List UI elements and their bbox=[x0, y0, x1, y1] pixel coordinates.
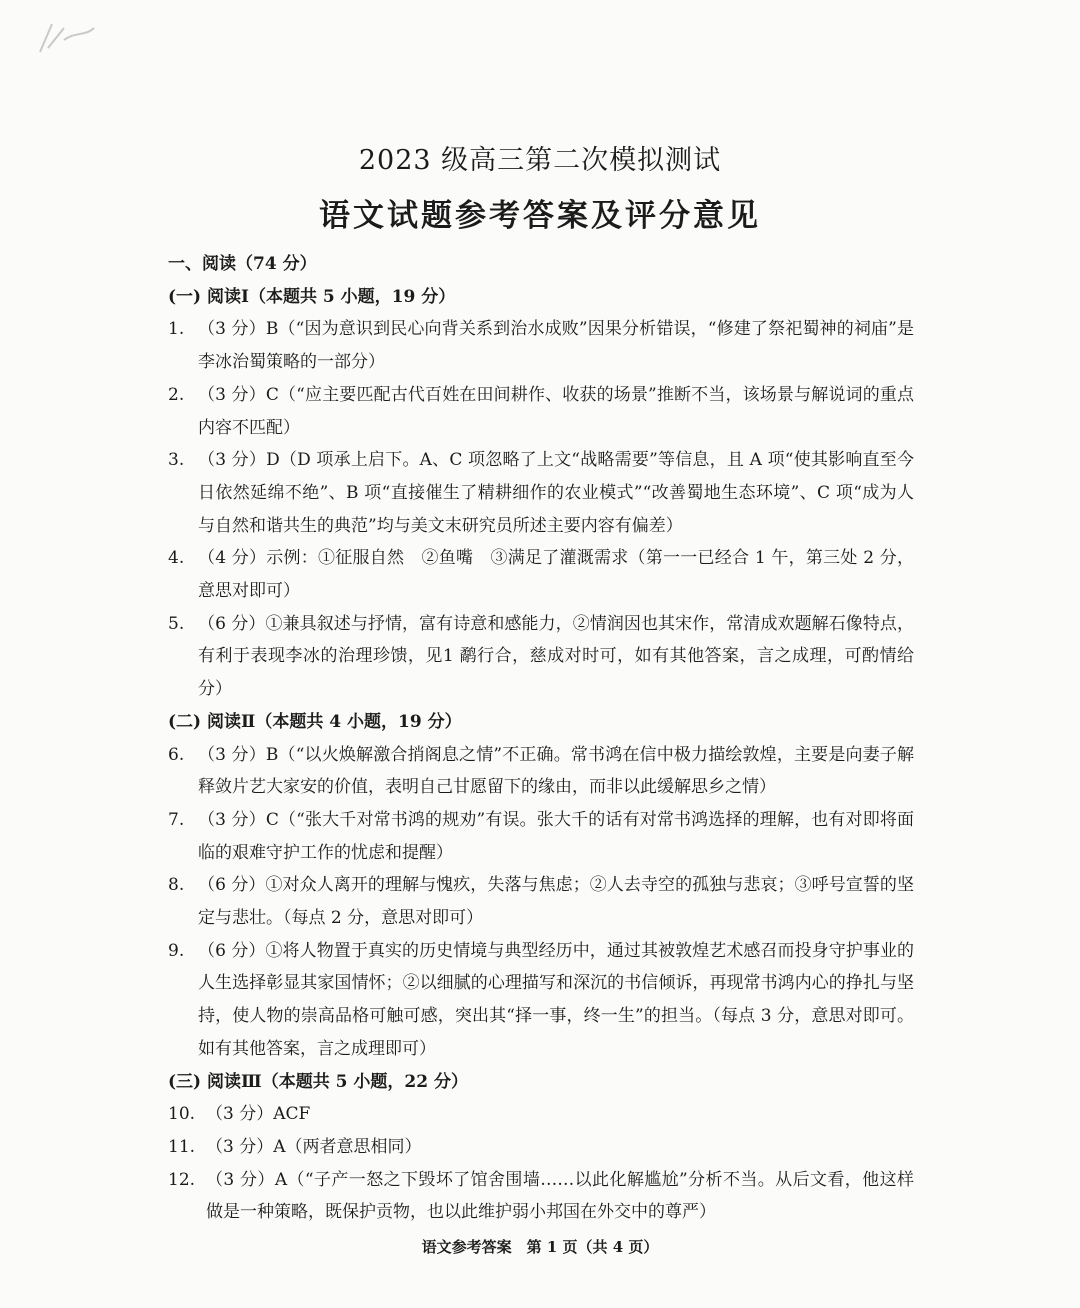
item-number: 9. bbox=[168, 940, 185, 961]
item-text: （6 分）①对众人离开的理解与愧疚，失落与焦虑；②人去寺空的孤独与悲哀；③呼号宣誓的坚定与悲壮。（每点 2 分，意思对即可） bbox=[198, 875, 914, 929]
answer-item bbox=[168, 935, 914, 1066]
answer-item bbox=[168, 1131, 914, 1164]
item-number: 11. bbox=[168, 1136, 196, 1157]
answer-item bbox=[168, 739, 914, 804]
item-text: （3 分）C（“张大千对常书鸿的规劝”有误。张大千的话有对常书鸿选择的理解，也有对即将面临的艰难守护工作的忧虑和提醒） bbox=[198, 809, 914, 863]
answer-item bbox=[168, 1098, 914, 1131]
item-number: 1. bbox=[168, 319, 185, 340]
answer-item bbox=[168, 444, 914, 542]
item-text: （3 分）ACF bbox=[206, 1104, 311, 1125]
item-number: 4. bbox=[168, 548, 185, 569]
section-heading-reading-1: (一) 阅读Ⅰ（本题共 5 小题，19 分） bbox=[168, 286, 456, 307]
item-text: （3 分）A（“子产一怒之下毁坏了馆舍围墙……以此化解尴尬”分析不当。从后文看，他这样做是一种策略，既保护贡物，也以此维护弱小邦国在外交中的尊严） bbox=[206, 1169, 914, 1223]
item-number: 2. bbox=[168, 384, 185, 405]
answer-item bbox=[168, 542, 914, 607]
item-text: （3 分）B（“因为意识到民心向背关系到治水成败”因果分析错误，“修建了祭祀蜀神的祠庙”是李冰治蜀策略的一部分） bbox=[198, 319, 914, 373]
answer-content bbox=[168, 248, 914, 1229]
section-heading-reading-3: (三) 阅读Ⅲ（本题共 5 小题，22 分） bbox=[168, 1071, 468, 1092]
document-title: 语文试题参考答案及评分意见 bbox=[319, 198, 761, 234]
item-number: 3. bbox=[168, 450, 185, 471]
item-number: 6. bbox=[168, 744, 185, 765]
part-heading: 一、阅读（74 分） bbox=[168, 254, 317, 274]
item-text: （6 分）①将人物置于真实的历史情境与典型经历中，通过其被敦煌艺术感召而投身守护事业的人生选择彰显其家国情怀；②以细腻的心理描写和深沉的书信倾诉，再现常书鸿内心的挣扎与坚持，使人物的崇高品格可触可感，突出其“择一事，终一生”的担当。（每点 3 分，意思对即可。如有其他答案，言之成理即可） bbox=[198, 940, 914, 1059]
item-text: （6 分）①兼具叙述与抒情，富有诗意和感能力，②情润因也其宋作，常清成欢题解石像特点，有利于表现李冰的治理珍馈，见1 鹬行合，慈成对时可，如有其他答案，言之成理，可酌情给分） bbox=[198, 613, 914, 700]
section-heading-reading-2: (二) 阅读Ⅱ（本题共 4 小题，19 分） bbox=[168, 711, 462, 732]
item-number: 8. bbox=[168, 875, 185, 896]
item-text: （3 分）B（“以火焕解激合捎阁息之情”不正确。常书鸿在信中极力描绘敦煌，主要是向妻子解释敛片艺大家安的价值，表明自己甘愿留下的缘由，而非以此缓解思乡之情） bbox=[198, 744, 914, 798]
item-number: 5. bbox=[168, 613, 185, 634]
exam-title: 2023 级高三第二次模拟测试 bbox=[358, 145, 722, 176]
page-footer: 语文参考答案 第 1 页（共 4 页） bbox=[421, 1238, 659, 1256]
answer-item bbox=[168, 869, 914, 934]
answer-item bbox=[168, 379, 914, 444]
item-text: （4 分）示例：①征服自然 ②鱼嘴 ③满足了灌溉需求（第一一已经合 1 午，第三处 2 分，意思对即可） bbox=[198, 548, 914, 602]
item-number: 10. bbox=[168, 1104, 196, 1125]
answer-item bbox=[168, 608, 914, 706]
item-number: 12. bbox=[168, 1169, 196, 1190]
answer-item bbox=[168, 1164, 914, 1229]
item-text: （3 分）D（D 项承上启下。A、C 项忽略了上文“战略需要”等信息，且 A 项“使其影响直至今日依然延绵不绝”、B 项“直接催生了精耕细作的农业模式”“改善蜀地生态环境”、C 项“成为人与自然和谐共生的典范”均与美文末研究员所述主要内容有偏差） bbox=[198, 450, 914, 536]
answer-item bbox=[168, 313, 914, 378]
answer-item bbox=[168, 804, 914, 869]
item-number: 7. bbox=[168, 809, 185, 830]
corner-scribble-mark bbox=[34, 18, 104, 58]
item-text: （3 分）C（“应主要匹配古代百姓在田间耕作、收获的场景”推断不当，该场景与解说词的重点内容不匹配） bbox=[198, 384, 914, 438]
item-text: （3 分）A（两者意思相同） bbox=[206, 1136, 422, 1157]
